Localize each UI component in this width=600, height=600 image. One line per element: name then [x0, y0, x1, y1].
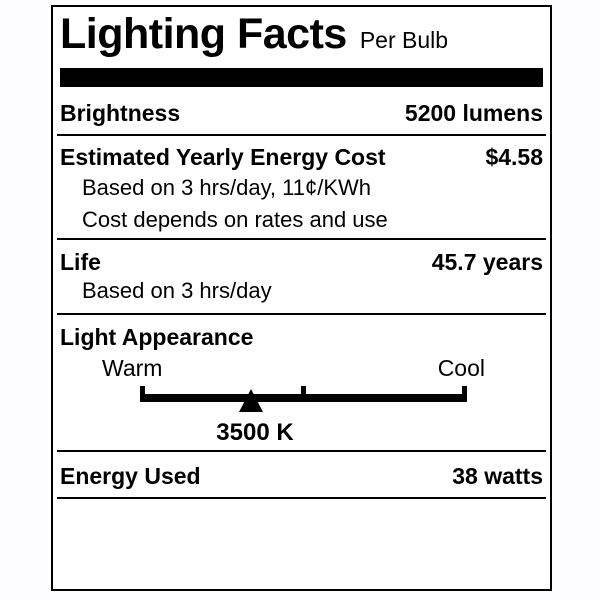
energy-used-row	[60, 455, 543, 497]
energy-cost-row	[60, 142, 543, 172]
light-appearance-heading: Light Appearance	[60, 323, 254, 350]
brightness-value: 5200 lumens	[404, 99, 543, 126]
life-row	[60, 245, 543, 279]
warm-cool-labels	[60, 353, 543, 383]
separator	[57, 450, 546, 452]
energy-cost-disclaimer-note: Cost depends on rates and use	[82, 207, 388, 232]
label-title: Lighting Facts	[60, 10, 347, 58]
label-qualifier: Per Bulb	[359, 27, 449, 53]
life-value: 45.7 years	[431, 248, 543, 275]
label-header	[60, 10, 543, 58]
header-divider-bar	[60, 68, 543, 87]
energy-cost-basis-note: Based on 3 hrs/day, 11¢/KWh	[82, 175, 372, 200]
scale-tick-left	[140, 386, 145, 402]
separator	[57, 134, 546, 136]
warm-label: Warm	[102, 354, 163, 381]
color-temperature-value: 3500 K	[216, 419, 294, 446]
color-temp-marker-icon	[239, 389, 263, 412]
light-appearance-scale	[60, 385, 543, 415]
energy-used-value: 38 watts	[452, 462, 543, 489]
separator	[57, 497, 546, 499]
energy-cost-value: $4.58	[485, 143, 543, 170]
separator	[57, 313, 546, 315]
energy-cost-label: Estimated Yearly Energy Cost	[60, 143, 386, 170]
lighting-facts-label	[51, 5, 552, 591]
scale-tick-right	[462, 386, 467, 402]
cool-label: Cool	[437, 354, 485, 381]
life-label: Life	[60, 248, 101, 275]
scale-tick-middle	[301, 386, 306, 402]
separator	[57, 238, 546, 240]
brightness-label: Brightness	[60, 99, 181, 126]
brightness-row	[60, 92, 543, 134]
life-basis-note: Based on 3 hrs/day	[82, 278, 272, 303]
energy-used-label: Energy Used	[60, 462, 201, 489]
